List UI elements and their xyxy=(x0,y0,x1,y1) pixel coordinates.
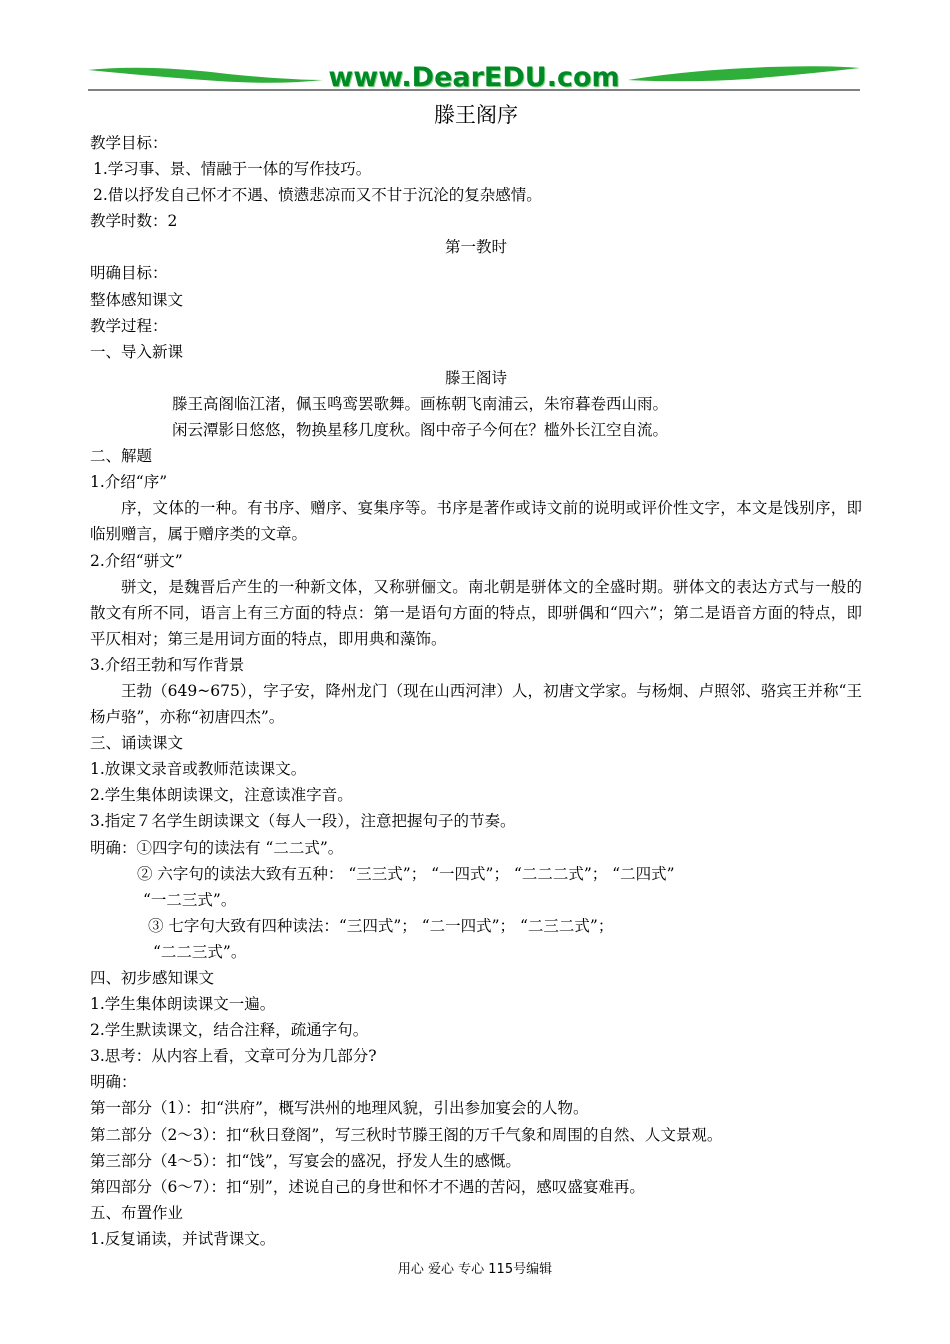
overall-perception: 整体感知课文 xyxy=(90,290,184,309)
process-label: 教学过程： xyxy=(90,316,168,335)
section-2-2-heading: 2.介绍“骈文” xyxy=(90,551,183,570)
part-2: 第二部分（2～3）：扣“秋日登阁”，写三秋时节滕王阁的万千气象和周围的自然、人文景观。 xyxy=(90,1125,723,1144)
section-3-heading: 三、诵读课文 xyxy=(90,734,184,753)
section-5-heading: 五、布置作业 xyxy=(90,1203,184,1222)
reading-method-2-cont: “一二三式”。 xyxy=(143,890,237,909)
reading-method-3-cont: “二二三式”。 xyxy=(153,942,247,961)
reading-method-3: ③ 七字句大致有四种读法：“三四式”； “二一四式”； “二三二式”； xyxy=(148,916,614,935)
part-4: 第四部分（6～7）：扣“别”，述说自己的身世和怀才不遇的苦闷，感叹盛宴难再。 xyxy=(90,1177,645,1196)
page-footer: 用心 爱心 专心 115号编辑 xyxy=(397,1262,553,1277)
site-logo-text: www.DearEDU.com xyxy=(328,62,620,93)
poem-line-1: 滕王高阁临江渚，佩玉鸣鸾罢歌舞。画栋朝飞南浦云，朱帘暮卷西山雨。 xyxy=(172,394,669,413)
reading-method-1: 明确：①四字句的读法有 “二二式”。 xyxy=(90,838,344,857)
reading-method-2: ② 六字句的读法大致有五种： “三三式”； “一四式”； “二二二式”； “二四式” xyxy=(137,864,675,883)
section-4-clear: 明确： xyxy=(90,1073,137,1092)
teaching-hours: 教学时数：2 xyxy=(90,212,178,231)
part-3: 第三部分（4～5）：扣“饯”，写宴会的盛况，抒发人生的感慨。 xyxy=(90,1151,521,1170)
poem-title: 滕王阁诗 xyxy=(444,368,507,387)
session-heading: 第一教时 xyxy=(444,238,507,257)
document-title: 滕王阁序 xyxy=(434,103,518,127)
poem-line-2: 闲云潭影日悠悠，物换星移几度秋。阁中帝子今何在？槛外长江空自流。 xyxy=(172,421,669,440)
document-body xyxy=(90,100,862,1252)
section-2-1-heading: 1.介绍“序” xyxy=(90,473,168,492)
section-1-heading: 一、导入新课 xyxy=(90,342,184,361)
goal-1: 1.学习事、景、情融于一体的写作技巧。 xyxy=(93,160,372,179)
goal-2: 2.借以抒发自己怀才不遇、愤懑悲凉而又不甘于沉沦的复杂感情。 xyxy=(93,186,542,205)
section-4-heading: 四、初步感知课文 xyxy=(90,969,215,987)
site-header-banner xyxy=(88,58,860,98)
section-2-heading: 二、解题 xyxy=(90,447,153,466)
goal-label: 教学目标： xyxy=(90,134,168,152)
section-4-item-3: 3.思考：从内容上看，文章可分为几部分? xyxy=(90,1047,377,1066)
section-2-3-paragraph: 王勃（649~675），字子安，降州龙门（现在山西河津）人，初唐文学家。与杨炯、卢照邻、骆宾王并称“王杨卢骆”，亦称“初唐四杰”。 xyxy=(90,681,862,727)
part-1: 第一部分（1）：扣“洪府”，概写洪州的地理风貌，引出参加宴会的人物。 xyxy=(90,1099,589,1118)
section-2-2-paragraph: 骈文，是魏晋后产生的一种新文体，又称骈俪文。南北朝是骈体文的全盛时期。骈体文的表达方式与一般的散文有所不同，语言上有三方面的特点：第一是语句方面的特点，即骈偶和“四六”；第二是语音方面的特点，即平仄相对；第三是用词方面的特点，即用典和藻饰。 xyxy=(90,577,862,648)
clear-goal: 明确目标： xyxy=(90,264,168,283)
section-3-item-2: 2.学生集体朗读课文，注意读准字音。 xyxy=(90,786,353,805)
section-2-3-heading: 3.介绍王勃和写作背景 xyxy=(90,655,245,674)
section-2-1-paragraph: 序，文体的一种。有书序、赠序、宴集序等。书序是著作或诗文前的说明或评价性文字，本文是饯别序，即临别赠言，属于赠序类的文章。 xyxy=(90,499,862,544)
section-4-item-1: 1.学生集体朗读课文一遍。 xyxy=(90,995,276,1014)
section-3-item-3: 3.指定７名学生朗读课文（每人一段），注意把握句子的节奏。 xyxy=(90,812,516,831)
section-3-item-1: 1.放课文录音或教师范读课文。 xyxy=(90,760,307,779)
section-4-item-2: 2.学生默读课文，结合注释，疏通字句。 xyxy=(90,1021,369,1040)
section-5-item-1: 1.反复诵读，并试背课文。 xyxy=(90,1229,276,1248)
